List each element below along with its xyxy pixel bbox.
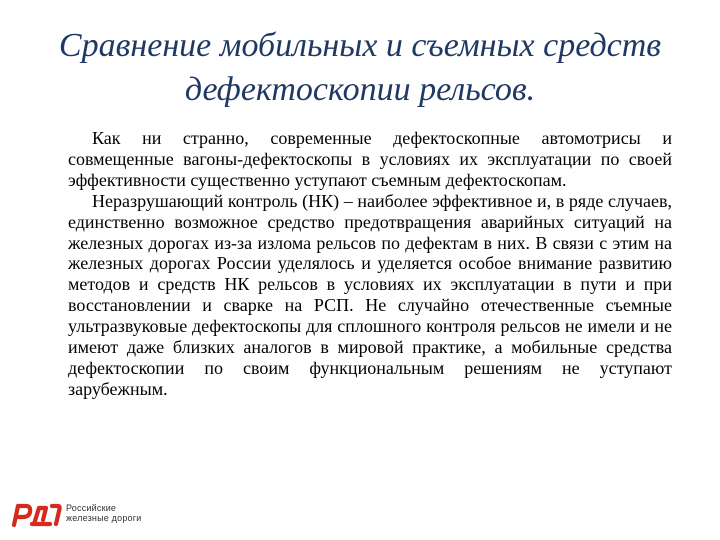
slide-body: [68, 128, 672, 400]
slide-title: Сравнение мобильных и съемных средств дефектоскопии рельсов.: [58, 27, 662, 108]
paragraph-2: Неразрушающий контроль (НК) – наиболее эффективное и, в ряде случаев, единственно возможное средство предотвращения аварийных ситуаций на железных дорогах из-за излома рельсов по дефектам в них. В связи с этим на железных дорогах России уделялось и уделяется особое внимание развитию методов и средств НК рельсов в условиях их эксплуатации в пути и при восстановлении и сварке на РСП. Не случайно отечественные съемные ультразвуковые дефектоскопы для сплошного контроля рельсов не имели и не имеют даже близких аналогов в мировой практике, а мобильные средства дефектоскопии по своим функциональным решениям не уступают зарубежным.: [68, 190, 672, 399]
paragraph-1: Как ни странно, современные дефектоскопные автомотрисы и совмещенные вагоны-дефектоскопы в условиях их эксплуатации по своей эффективности существенно уступают съемным дефектоскопам.: [68, 128, 672, 190]
logo-text-line1: Российские: [66, 503, 117, 513]
rzd-logo-icon: [10, 498, 62, 528]
rzd-logo: [10, 496, 190, 532]
logo-text: [66, 503, 141, 523]
logo-text-line2: железные дороги: [66, 513, 142, 523]
